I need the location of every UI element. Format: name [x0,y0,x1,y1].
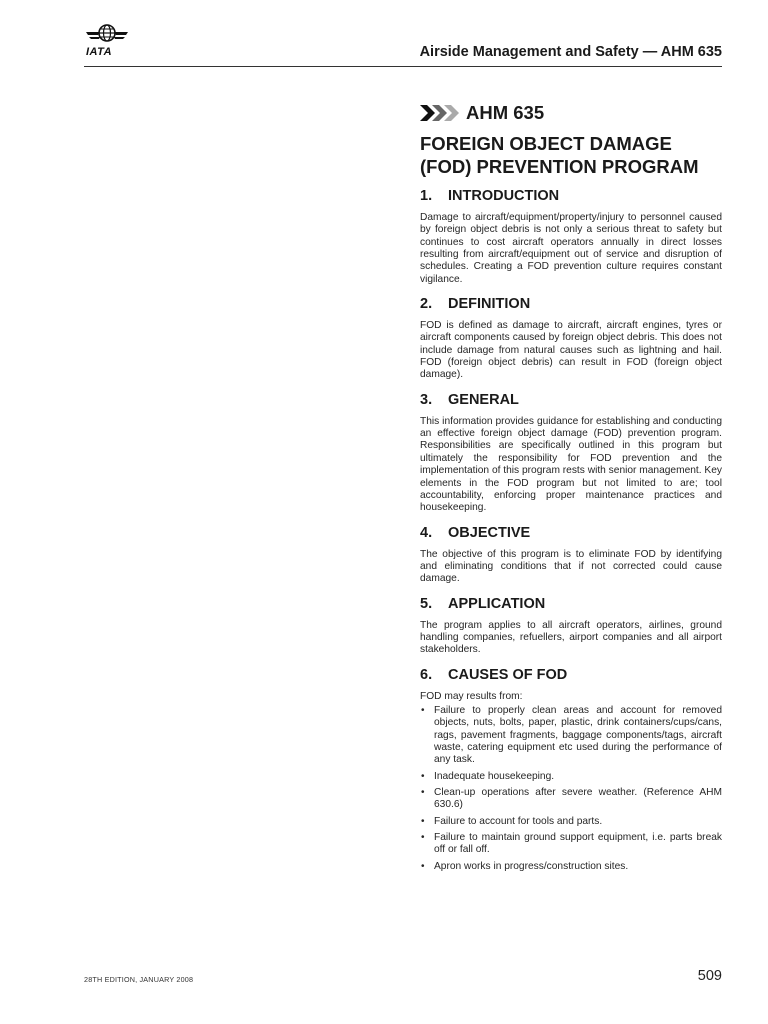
list-item [420,771,722,783]
list-item [420,816,722,828]
section-definition [420,296,722,382]
section-paragraph: FOD is defined as damage to aircraft, aircraft engines, tyres or aircraft components caused by foreign object debris. This does not include damage from natural causes such as lightning and hail. FOD (foreign object debris) can result in FOD (foreign object damage). [420,320,722,381]
section-heading [420,596,722,612]
section-paragraph: The objective of this program is to eliminate FOD by identifying and eliminating conditions that if not corrected could cause damage. [420,548,722,585]
section-title: OBJECTIVE [448,524,531,541]
document-id [420,100,722,126]
section-application [420,596,722,657]
section-number: 2. [420,296,433,313]
document-id-text: AHM 635 [466,102,545,123]
edition-footer: 28TH EDITION, JANUARY 2008 [84,975,194,984]
document-title [420,132,722,178]
section-title: DEFINITION [448,296,531,313]
section-title: APPLICATION [448,595,546,612]
section-heading [420,525,722,541]
section-number: 5. [420,595,433,612]
list-item-text: Clean-up operations after severe weather. (Reference AHM 630.6) [434,787,722,811]
iata-globe-icon [84,22,130,46]
section-number: 1. [420,188,433,204]
list-item-text: Failure to maintain ground support equipment, i.e. parts break off or fall off. [434,832,722,856]
section-title: CAUSES OF FOD [448,666,568,683]
section-objective [420,525,722,586]
list-item-text: Failure to account for tools and parts. [434,815,603,827]
causes-list [420,705,722,873]
page-number: 509 [697,968,722,984]
bullet-icon: • [421,815,425,827]
logo-text: IATA [86,46,113,58]
document-title-line-2: (FOD) PREVENTION PROGRAM [420,156,699,177]
list-item [420,861,722,873]
list-item [420,787,722,812]
list-item [420,705,722,767]
running-title: Airside Management and Safety — AHM 635 [419,44,722,60]
section-introduction [420,188,722,286]
list-item-text: Inadequate housekeeping. [434,770,555,782]
list-item [420,832,722,857]
iata-logo [84,22,130,60]
page-header [84,22,722,67]
section-title: GENERAL [448,391,519,408]
section-paragraph: FOD may results from: [420,690,523,702]
list-item-text: Failure to properly clean areas and account for removed objects, nuts, bolts, paper, plastic, drink containers/cups/cans, rags, pavement fragments, baggage components/tags, aircraft waste, catering equipment etc used during the performance of any task. [434,704,722,766]
bullet-icon: • [421,704,425,716]
bullet-icon: • [421,770,425,782]
section-heading [420,296,722,312]
section-title: INTRODUCTION [448,188,560,204]
section-causes-of-fod [420,667,722,873]
section-heading [420,667,722,683]
section-heading [420,392,722,408]
document-title-line-1: FOREIGN OBJECT DAMAGE [420,133,672,154]
list-item-text: Apron works in progress/construction sites. [434,860,629,872]
section-paragraph: This information provides guidance for establishing and conducting an effective foreign object damage (FOD) prevention program. Responsibilities are specifically outlined in this program but ultimately the responsibility for FOD prevention and the implementation of this program rests with senior management. Key elements in the FOD program but not limited to are; tool accountability, enforcing proper maintenance practices and housekeeping. [420,415,722,514]
section-paragraph: Damage to aircraft/equipment/property/injury to personnel caused by foreign object debris is not only a serious threat to safety but continues to cost aircraft operators annually in direct losses resulting from aircraft/equipment out of service and disruption of schedules. Creating a FOD prevention culture requires constant vigilance. [420,212,722,285]
section-general [420,392,722,515]
bullet-icon: • [421,832,425,844]
triple-chevron-icon [420,103,462,123]
bullet-icon: • [421,860,425,872]
section-paragraph: The program applies to all aircraft operators, airlines, ground handling companies, refuellers, airport companies and all airport stakeholders. [420,619,722,656]
bullet-icon: • [421,787,425,798]
section-number: 6. [420,666,433,683]
section-heading [420,188,722,204]
main-content [420,100,722,877]
section-number: 4. [420,524,433,541]
section-number: 3. [420,391,433,408]
